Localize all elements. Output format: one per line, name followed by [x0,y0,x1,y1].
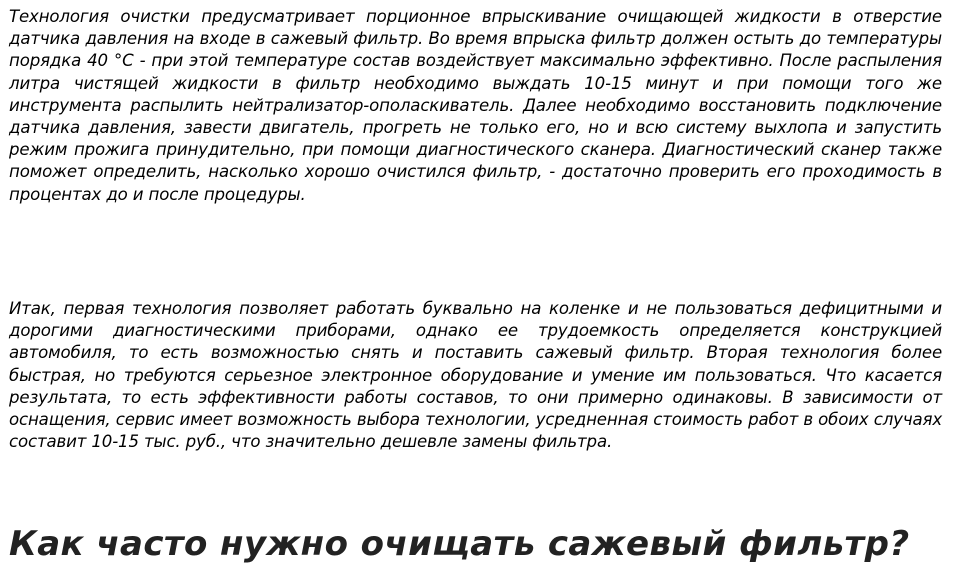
section-heading: Как часто нужно очищать сажевый фильтр? [9,524,910,564]
paragraph-technology-comparison: Итак, первая технология позволяет работать буквально на коленке и не пользоваться дефицитными и дорогими диагностическими приборами, однако ее трудоемкость определяется конструкцией автомобиля, то есть возможностью снять и поставить сажевый фильтр. Вторая технология более быстрая, но требуются серьезное электронное оборудование и умение им пользоваться. Что касается результата, то есть эффективности работы составов, то они примерно одинаковы. В зависимости от оснащения, сервис имеет возможность выбора технологии, усредненная стоимость работ в обоих случаях составит 10-15 тыс. руб., что значительно дешевле замены фильтра. [9,299,942,452]
paragraph-cleaning-technology: Технология очистки предусматривает порционное впрыскивание очищающей жидкости в отверстие датчика давления на входе в сажевый фильтр. Во время впрыска фильтр должен остыть до температуры порядка 40 °С - при этой температуре состав воздействует максимально эффективно. После распыления литра чистящей жидкости в фильтр необходимо выждать 10-15 минут и при помощи того же инструмента распылить нейтрализатор-ополаскиватель. Далее необходимо восстановить подключение датчика давления, завести двигатель, прогреть не только его, но и всю систему выхлопа и запустить режим прожига принудительно, при помощи диагностического сканера. Диагностический сканер также поможет определить, насколько хорошо очистился фильтр, - достаточно проверить его проходимость в процентах до и после процедуры. [9,7,942,204]
